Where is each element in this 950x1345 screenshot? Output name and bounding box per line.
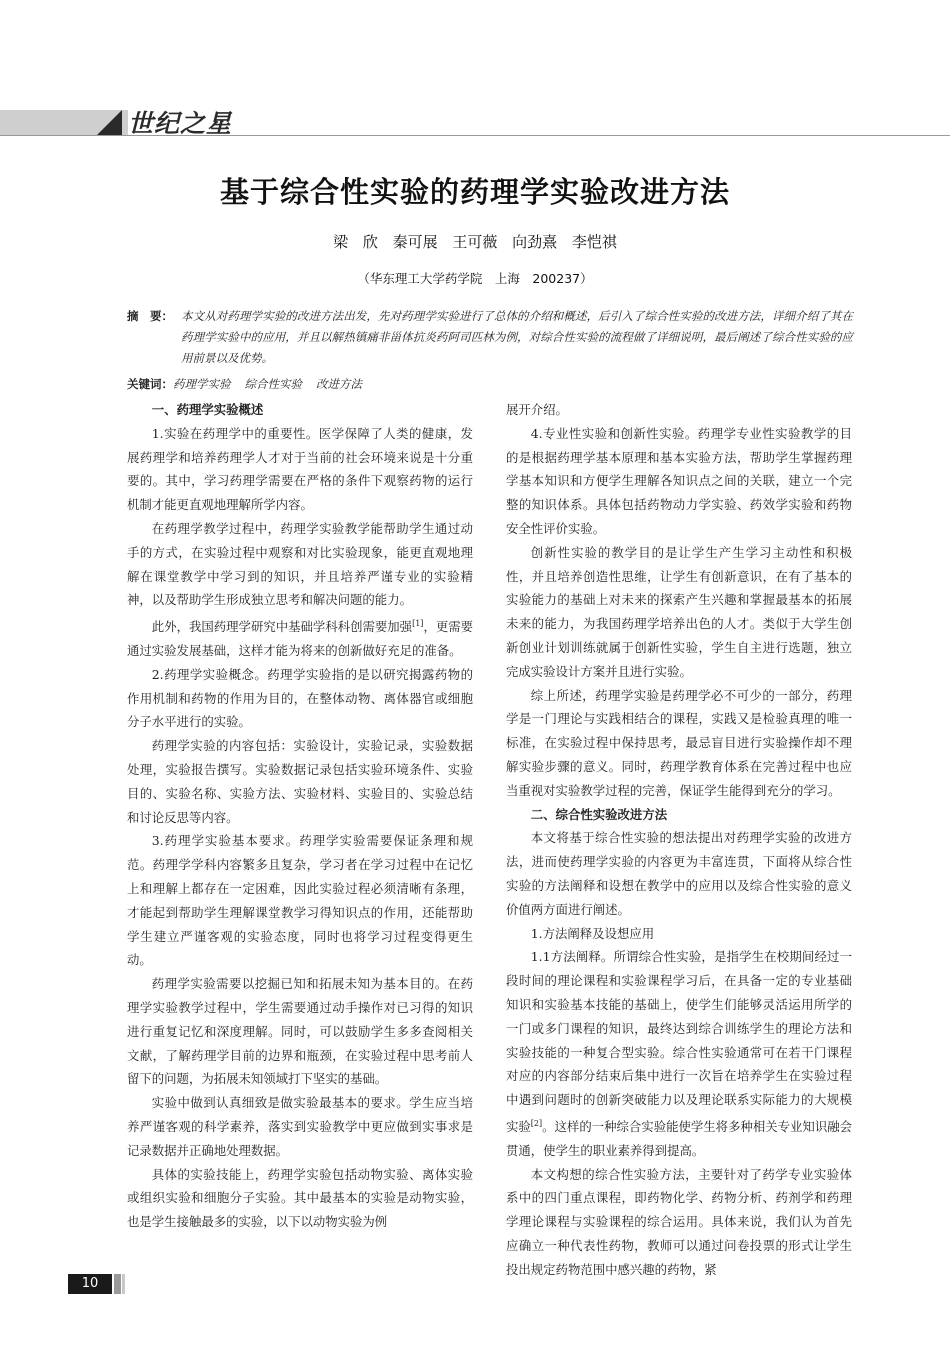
paragraph: 1.实验在药理学中的重要性。医学保障了人类的健康，发展药理学和培养药理学人才对于当前的社会环境来说是十分重要的。其中，学习药理学需要在严格的条件下观察药物的运行机制才能更直观地理解所学内容。 — [127, 425, 473, 513]
keywords-block — [127, 374, 853, 394]
footer-bar — [122, 1274, 125, 1294]
paragraph: 在药理学教学过程中，药理学实验教学能帮助学生通过动手的方式，在实验过程中观察和对比实验现象，能更直观地理解在课堂教学中学习到的知识，并且培养严谨专业的实验精神，以及帮助学生形成独立思考和解决问题的能力。 — [127, 520, 473, 608]
paragraph: 2.药理学实验概念。药理学实验指的是以研究揭露药物的作用机制和药物的作用为目的，在整体动物、离体器官或细胞分子水平进行的实验。 — [127, 666, 473, 730]
header-triangle-icon — [96, 110, 122, 136]
paragraph-text: 此外，我国药理学研究中基础学科科创需要加强 — [151, 619, 413, 635]
paragraph: 综上所述，药理学实验是药理学必不可少的一部分，药理学是一门理论与实践相结合的课程，实践又是检验真理的唯一标准，在实验过程中保持思考，最忌盲目进行实验操作却不理解实验步骤的意义。同时，药理学教育体系在完善过程中也应当重视对实验教学过程的完善，保证学生能得到充分的学习。 — [506, 687, 852, 798]
keyword: 综合性实验 — [244, 377, 302, 391]
abstract-text: 本文从对药理学实验的改进方法出发，先对药理学实验进行了总体的介绍和概述，后引入了综合性实验的改进方法，详细介绍了其在药理学实验中的应用，并且以解热镇痛非甾体抗炎药阿司匹林为例，对综合性实验的流程做了详细说明，最后阐述了综合性实验的应用前景以及优势。 — [181, 309, 853, 365]
abstract-block — [127, 306, 853, 369]
section-heading: 二、综合性实验改进方法 — [530, 806, 668, 822]
left-column — [127, 398, 473, 1234]
footer-bar — [114, 1274, 121, 1294]
keyword: 药理学实验 — [173, 377, 231, 391]
right-column — [506, 398, 852, 1282]
keywords-label: 关键词： — [127, 377, 173, 391]
paragraph: 1.方法阐释及设想应用 — [530, 925, 655, 941]
paragraph-text: ，更需要通过实验发展基础，这样才能为将来的创新做好充足的准备。 — [127, 619, 474, 659]
paragraph: 药理学实验的内容包括：实验设计，实验记录，实验数据处理，实验报告撰写。实验数据记录包括实验环境条件、实验目的、实验名称、实验方法、实验材料、实验目的、实验总结和讨论反思等内容。 — [127, 738, 473, 825]
paragraph-text: 。这样的一种综合实验能使学生将多种相关专业知识融会贯通，使学生的职业素养得到提高。 — [506, 1119, 853, 1158]
journal-header-band — [0, 102, 950, 136]
section-heading: 一、药理学实验概述 — [151, 402, 264, 417]
paragraph: 3.药理学实验基本要求。药理学实验需要保证条理和规范。药理学学科内容繁多且复杂，学习者在学习过程中在记忆上和理解上都存在一定困难，因此实验过程必须清晰有条理，才能起到帮助学生理解课堂教学习得知识点的作用，还能帮助学生建立严谨客观的实验态度，同时也将学习过程变得更生动。 — [127, 833, 473, 968]
paragraph — [127, 612, 473, 663]
paragraph: 本文构想的综合性实验方法，主要针对了药学专业实验体系中的四门重点课程，即药物化学、药物分析、药剂学和药理学理论课程与实验课程的综合运用。具体来说，我们认为首先应确立一种代表性药物，教师可以通过问卷投票的形式让学生投出规定药物范围中感兴趣的药物，紧 — [506, 1166, 852, 1277]
page-number: 10 — [68, 1274, 112, 1294]
journal-column-brand: 世纪之星 — [128, 109, 233, 138]
paragraph — [506, 945, 852, 1162]
paragraph: 创新性实验的教学目的是让学生产生学习主动性和积极性，并且培养创造性思维，让学生有创新意识，在有了基本的实验能力的基础上对未来的探索产生兴趣和掌握最基本的拓展未来的能力，为我国药理学培养出色的人才。类似于大学生创新创业计划训练就属于创新性实验，学生自主进行选题，独立完成实验设计方案并且进行实验。 — [506, 544, 852, 679]
paragraph: 展开介绍。 — [506, 402, 568, 417]
paragraph: 具体的实验技能上，药理学实验包括动物实验、离体实验或组织实验和细胞分子实验。其中最基本的实验是动物实验，也是学生接触最多的实验，以下以动物实验为例 — [127, 1166, 473, 1230]
paragraph: 药理学实验需要以挖掘已知和拓展未知为基本目的。在药理学实验教学过程中，学生需要通过动手操作对已习得的知识进行重复记忆和深度理解。同时，可以鼓励学生多多查阅相关文献，了解药理学目前的边界和瓶颈，在实验过程中思考前人留下的问题，为拓展未知领域打下坚实的基础。 — [127, 976, 473, 1087]
paragraph: 4.专业性实验和创新性实验。药理学专业性实验教学的目的是根据药理学基本原理和基本实验方法，帮助学生掌握药理学基本知识和方便学生理解各知识点之间的关联，建立一个完整的知识体系。具体包括药物动力学实验、药效学实验和药物安全性评价实验。 — [506, 425, 852, 536]
article-affiliation: （华东理工大学药学院 上海 200237） — [357, 271, 593, 286]
paragraph: 实验中做到认真细致是做实验最基本的要求。学生应当培养严谨客观的科学素养，落实到实验教学中更应做到实事求是记录数据并正确地处理数据。 — [127, 1095, 473, 1158]
article-title: 基于综合性实验的药理学实验改进方法 — [219, 175, 730, 209]
citation-ref: [2] — [530, 1118, 543, 1128]
article-authors: 梁 欣 秦可展 王可薇 向劲熹 李恺祺 — [333, 233, 617, 251]
paragraph-text: 1.1方法阐释。所谓综合性实验，是指学生在校期间经过一段时间的理论课程和实验课程学习后，在具备一定的专业基础知识和实验基本技能的基础上，使学生们能够灵活运用所学的一门或多门课程的知识，最终达到综合训练学生的理论方法和实验技能的一种复合型实验。综合性实验通常可在若干门课程对应的内容部分结束后集中进行一次旨在培养学生在实验过程中遇到问题时的创新突破能力以及理论联系实际能力的大规模实验 — [506, 949, 852, 1135]
abstract-label: 摘 要： — [127, 309, 173, 323]
keyword: 改进方法 — [316, 377, 362, 391]
paragraph: 本文将基于综合性实验的想法提出对药理学实验的改进方法，进而使药理学实验的内容更为丰富连贯，下面将从综合性实验的方法阐释和设想在教学中的应用以及综合性实验的意义价值两方面进行阐述。 — [506, 830, 852, 917]
citation-ref: [1] — [412, 619, 424, 629]
